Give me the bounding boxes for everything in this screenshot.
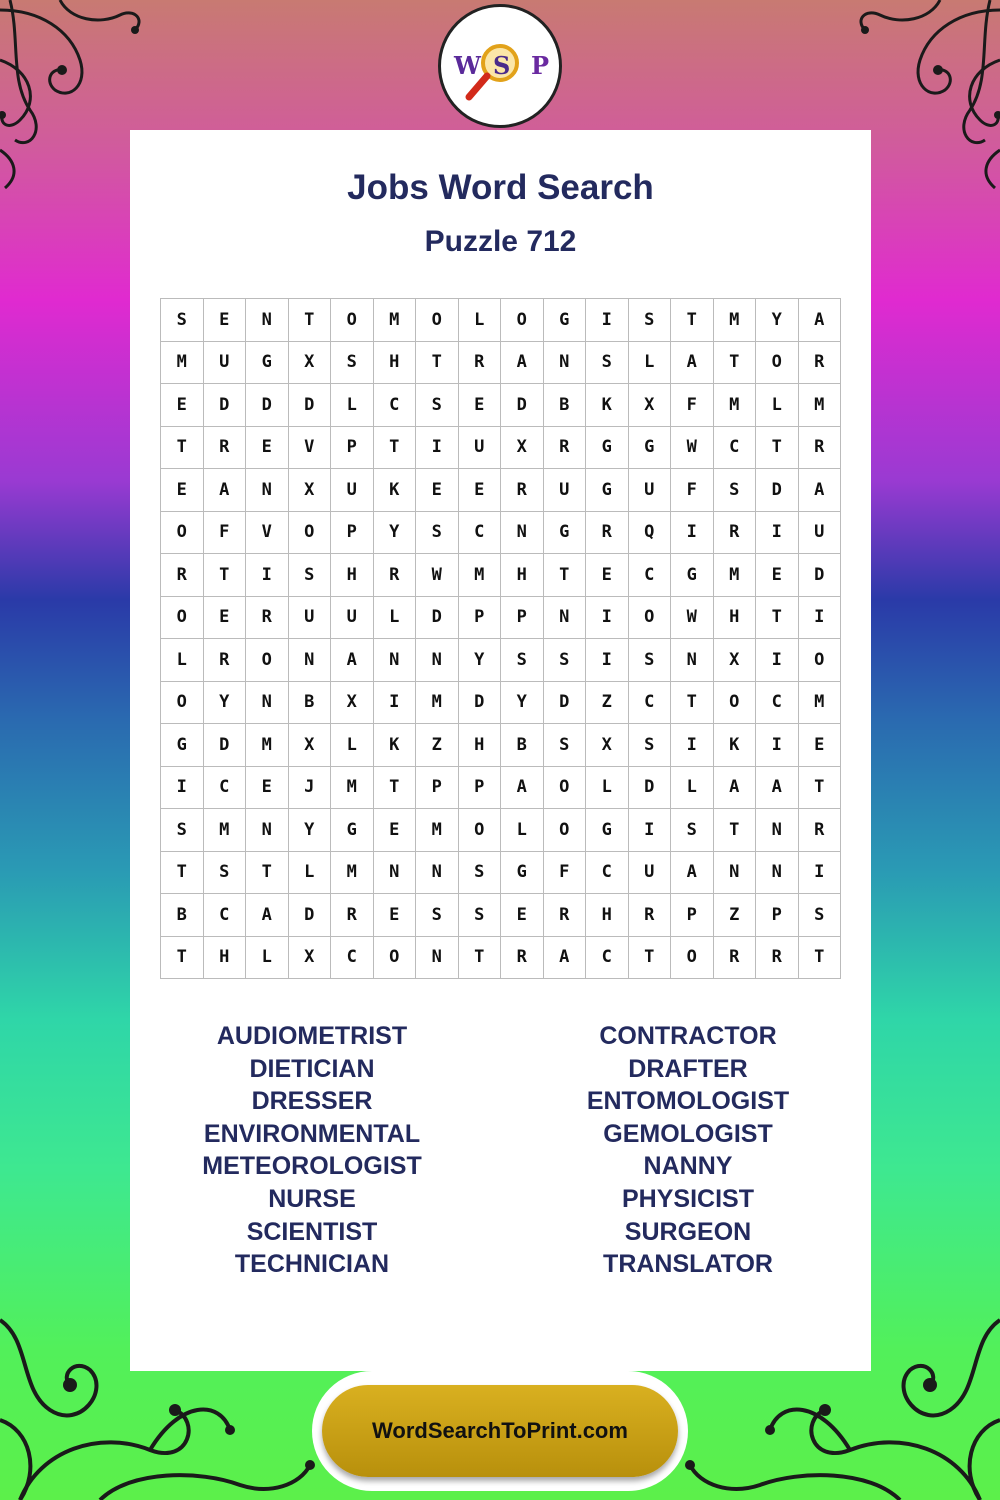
site-badge xyxy=(312,1371,688,1491)
word-list-item: DIETICIAN xyxy=(249,1054,375,1083)
grid-cell[interactable]: I xyxy=(246,554,289,597)
word-list-item: SCIENTIST xyxy=(246,1217,378,1246)
grid-cell[interactable]: C xyxy=(586,852,629,895)
grid-cell[interactable]: S xyxy=(544,724,587,767)
grid-cell[interactable]: H xyxy=(374,342,417,385)
grid-cell[interactable]: P xyxy=(331,512,374,555)
grid-cell[interactable]: X xyxy=(586,724,629,767)
grid-cell[interactable]: E xyxy=(799,724,842,767)
grid-cell[interactable]: C xyxy=(629,554,672,597)
grid-cell[interactable]: S xyxy=(161,299,204,342)
grid-cell[interactable]: E xyxy=(501,894,544,937)
grid-cell[interactable]: E xyxy=(374,894,417,937)
grid-cell[interactable]: E xyxy=(161,384,204,427)
word-list-item: TECHNICIAN xyxy=(234,1250,390,1279)
grid-cell[interactable]: R xyxy=(459,342,502,385)
grid-cell[interactable]: N xyxy=(756,809,799,852)
grid-cell[interactable]: X xyxy=(331,682,374,725)
grid-cell[interactable]: G xyxy=(671,554,714,597)
word-list-item: ENVIRONMENTAL xyxy=(203,1119,421,1148)
grid-cell[interactable]: O xyxy=(544,809,587,852)
grid-cell[interactable]: D xyxy=(501,384,544,427)
grid-cell[interactable]: E xyxy=(204,597,247,640)
grid-cell[interactable]: E xyxy=(586,554,629,597)
grid-cell[interactable]: T xyxy=(756,427,799,470)
grid-cell[interactable]: O xyxy=(161,682,204,725)
grid-cell[interactable]: S xyxy=(501,639,544,682)
grid-cell[interactable]: Z xyxy=(714,894,757,937)
grid-cell[interactable]: H xyxy=(204,937,247,980)
grid-cell[interactable]: T xyxy=(374,767,417,810)
grid-cell[interactable]: B xyxy=(544,384,587,427)
grid-cell[interactable]: F xyxy=(544,852,587,895)
grid-cell[interactable]: A xyxy=(246,894,289,937)
grid-cell[interactable]: R xyxy=(629,894,672,937)
grid-cell[interactable]: W xyxy=(671,597,714,640)
grid-cell[interactable]: T xyxy=(161,937,204,980)
grid-cell[interactable]: O xyxy=(756,342,799,385)
grid-cell[interactable]: X xyxy=(289,469,332,512)
grid-cell[interactable]: T xyxy=(629,937,672,980)
grid-cell[interactable]: E xyxy=(459,384,502,427)
grid-cell[interactable]: A xyxy=(331,639,374,682)
grid-cell[interactable]: D xyxy=(544,682,587,725)
grid-cell[interactable]: S xyxy=(799,894,842,937)
grid-cell[interactable]: A xyxy=(799,299,842,342)
logo-letter-w: W xyxy=(454,51,481,80)
grid-cell[interactable]: I xyxy=(629,809,672,852)
grid-cell[interactable]: I xyxy=(586,299,629,342)
grid-cell[interactable]: G xyxy=(331,809,374,852)
grid-cell[interactable]: R xyxy=(374,554,417,597)
word-list-item: GEMOLOGIST xyxy=(603,1119,773,1148)
grid-cell[interactable]: O xyxy=(501,299,544,342)
grid-cell[interactable]: T xyxy=(374,427,417,470)
grid-cell[interactable]: Y xyxy=(756,299,799,342)
grid-cell[interactable]: U xyxy=(629,852,672,895)
grid-cell[interactable]: F xyxy=(204,512,247,555)
grid-cell[interactable]: S xyxy=(416,384,459,427)
grid-cell[interactable]: T xyxy=(416,342,459,385)
grid-cell[interactable]: P xyxy=(501,597,544,640)
grid-cell[interactable]: S xyxy=(204,852,247,895)
word-list-left xyxy=(147,1020,477,1281)
grid-cell[interactable]: M xyxy=(246,724,289,767)
word-list-item: AUDIOMETRIST xyxy=(216,1022,408,1050)
grid-cell[interactable]: X xyxy=(501,427,544,470)
grid-cell[interactable]: S xyxy=(459,894,502,937)
grid-cell[interactable]: C xyxy=(714,427,757,470)
grid-cell[interactable]: M xyxy=(714,299,757,342)
grid-cell[interactable]: E xyxy=(756,554,799,597)
grid-cell[interactable]: S xyxy=(459,852,502,895)
grid-cell[interactable]: U xyxy=(544,469,587,512)
grid-cell[interactable]: X xyxy=(714,639,757,682)
grid-cell[interactable]: H xyxy=(714,597,757,640)
grid-cell[interactable]: L xyxy=(586,767,629,810)
grid-cell[interactable]: G xyxy=(544,512,587,555)
grid-cell[interactable]: N xyxy=(671,639,714,682)
word-list-item: DRESSER xyxy=(251,1087,373,1116)
grid-cell[interactable]: X xyxy=(289,342,332,385)
puzzle-number: Puzzle 712 xyxy=(424,225,577,258)
grid-cell[interactable]: M xyxy=(331,852,374,895)
grid-cell[interactable]: V xyxy=(246,512,289,555)
grid-cell[interactable]: T xyxy=(714,342,757,385)
grid-cell[interactable]: I xyxy=(161,767,204,810)
grid-cell[interactable]: S xyxy=(161,809,204,852)
grid-cell[interactable]: P xyxy=(331,427,374,470)
grid-cell[interactable]: I xyxy=(586,597,629,640)
grid-cell[interactable]: I xyxy=(756,724,799,767)
grid-cell[interactable]: N xyxy=(374,639,417,682)
grid-cell[interactable]: D xyxy=(204,724,247,767)
grid-cell[interactable]: R xyxy=(544,894,587,937)
grid-cell[interactable]: T xyxy=(756,597,799,640)
grid-cell[interactable]: U xyxy=(331,597,374,640)
grid-cell[interactable]: G xyxy=(544,299,587,342)
grid-cell[interactable]: R xyxy=(204,639,247,682)
word-list-item: NANNY xyxy=(643,1152,733,1181)
grid-cell[interactable]: I xyxy=(671,512,714,555)
grid-cell[interactable]: U xyxy=(459,427,502,470)
grid-cell[interactable]: P xyxy=(756,894,799,937)
grid-cell[interactable]: C xyxy=(204,767,247,810)
grid-cell[interactable]: K xyxy=(714,724,757,767)
grid-cell[interactable]: U xyxy=(799,512,842,555)
grid-cell[interactable]: A xyxy=(501,767,544,810)
grid-cell[interactable]: R xyxy=(246,597,289,640)
grid-cell[interactable]: X xyxy=(289,724,332,767)
grid-cell[interactable]: E xyxy=(374,809,417,852)
grid-cell[interactable]: Y xyxy=(204,682,247,725)
grid-cell[interactable]: D xyxy=(289,384,332,427)
grid-cell[interactable]: O xyxy=(246,639,289,682)
grid-cell[interactable]: O xyxy=(161,597,204,640)
grid-cell[interactable]: I xyxy=(799,597,842,640)
grid-cell[interactable]: M xyxy=(161,342,204,385)
grid-cell[interactable]: I xyxy=(374,682,417,725)
grid-cell[interactable]: N xyxy=(374,852,417,895)
grid-cell[interactable]: O xyxy=(671,937,714,980)
word-list-item: SURGEON xyxy=(624,1217,752,1246)
grid-cell[interactable]: D xyxy=(204,384,247,427)
grid-cell[interactable]: R xyxy=(501,937,544,980)
corner-ornament-top-left xyxy=(0,0,150,190)
grid-cell[interactable]: O xyxy=(799,639,842,682)
word-list-item: TRANSLATOR xyxy=(603,1250,773,1279)
grid-cell[interactable]: D xyxy=(459,682,502,725)
grid-cell[interactable]: T xyxy=(799,767,842,810)
grid-cell[interactable]: M xyxy=(714,384,757,427)
puzzle-title: Jobs Word Search xyxy=(347,168,654,207)
grid-cell[interactable]: R xyxy=(714,512,757,555)
grid-cell[interactable]: I xyxy=(671,724,714,767)
grid-cell[interactable]: O xyxy=(331,299,374,342)
grid-cell[interactable]: R xyxy=(544,427,587,470)
grid-cell[interactable]: N xyxy=(246,299,289,342)
grid-cell[interactable]: S xyxy=(331,342,374,385)
grid-cell[interactable]: G xyxy=(586,809,629,852)
grid-cell[interactable]: C xyxy=(756,682,799,725)
grid-cell[interactable]: C xyxy=(586,937,629,980)
grid-cell[interactable]: R xyxy=(799,342,842,385)
word-list-right xyxy=(523,1020,853,1281)
grid-cell[interactable]: W xyxy=(416,554,459,597)
grid-cell[interactable]: T xyxy=(714,809,757,852)
wsp-logo[interactable] xyxy=(438,4,562,128)
grid-cell[interactable]: U xyxy=(629,469,672,512)
grid-cell[interactable]: I xyxy=(756,639,799,682)
grid-cell[interactable]: A xyxy=(714,767,757,810)
grid-cell[interactable]: D xyxy=(289,894,332,937)
grid-cell[interactable]: T xyxy=(671,299,714,342)
word-list-item: PHYSICIST xyxy=(622,1184,754,1213)
grid-cell[interactable]: N xyxy=(246,469,289,512)
grid-cell[interactable]: M xyxy=(416,809,459,852)
grid-cell[interactable]: I xyxy=(799,852,842,895)
grid-cell[interactable]: E xyxy=(246,767,289,810)
grid-cell[interactable]: Z xyxy=(416,724,459,767)
grid-cell[interactable]: L xyxy=(289,852,332,895)
word-list-item: METEOROLOGIST xyxy=(202,1152,422,1181)
grid-cell[interactable]: H xyxy=(501,554,544,597)
grid-cell[interactable]: F xyxy=(671,469,714,512)
grid-cell[interactable]: R xyxy=(586,512,629,555)
grid-cell[interactable]: N xyxy=(416,639,459,682)
grid-cell[interactable]: V xyxy=(289,427,332,470)
puzzle-card xyxy=(130,130,871,1371)
grid-cell[interactable]: N xyxy=(714,852,757,895)
grid-cell[interactable]: G xyxy=(161,724,204,767)
grid-cell[interactable]: O xyxy=(629,597,672,640)
grid-cell[interactable]: Y xyxy=(459,639,502,682)
grid-cell[interactable]: S xyxy=(629,724,672,767)
grid-cell[interactable]: N xyxy=(544,597,587,640)
grid-cell[interactable]: O xyxy=(714,682,757,725)
grid-cell[interactable]: T xyxy=(459,937,502,980)
grid-cell[interactable]: Q xyxy=(629,512,672,555)
grid-cell[interactable]: N xyxy=(246,682,289,725)
grid-cell[interactable]: R xyxy=(501,469,544,512)
grid-cell[interactable]: S xyxy=(586,342,629,385)
grid-cell[interactable]: P xyxy=(459,597,502,640)
grid-cell[interactable]: A xyxy=(671,342,714,385)
grid-cell[interactable]: E xyxy=(459,469,502,512)
word-list-item: CONTRACTOR xyxy=(599,1022,777,1050)
website-link-button[interactable]: WordSearchToPrint.com xyxy=(322,1385,678,1477)
grid-cell[interactable]: H xyxy=(586,894,629,937)
word-list-item: NURSE xyxy=(268,1184,356,1213)
letter-grid xyxy=(160,298,841,979)
grid-cell[interactable]: S xyxy=(416,894,459,937)
grid-cell[interactable]: S xyxy=(289,554,332,597)
grid-cell[interactable]: U xyxy=(204,342,247,385)
grid-cell[interactable]: G xyxy=(586,427,629,470)
grid-cell[interactable]: S xyxy=(416,512,459,555)
grid-cell[interactable]: L xyxy=(629,342,672,385)
grid-cell[interactable]: S xyxy=(671,809,714,852)
grid-cell[interactable]: M xyxy=(714,554,757,597)
grid-cell[interactable]: L xyxy=(756,384,799,427)
grid-cell[interactable]: L xyxy=(501,809,544,852)
grid-cell[interactable]: P xyxy=(459,767,502,810)
word-list-item: DRAFTER xyxy=(628,1054,748,1083)
grid-cell[interactable]: B xyxy=(289,682,332,725)
grid-cell[interactable]: O xyxy=(459,809,502,852)
grid-cell[interactable]: H xyxy=(459,724,502,767)
grid-cell[interactable]: I xyxy=(756,512,799,555)
grid-cell[interactable]: P xyxy=(671,894,714,937)
grid-cell[interactable]: K xyxy=(374,469,417,512)
grid-cell[interactable]: R xyxy=(161,554,204,597)
grid-cell[interactable]: U xyxy=(331,469,374,512)
grid-cell[interactable]: U xyxy=(289,597,332,640)
grid-cell[interactable]: K xyxy=(374,724,417,767)
grid-cell[interactable]: J xyxy=(289,767,332,810)
grid-cell[interactable]: L xyxy=(331,384,374,427)
grid-cell[interactable]: G xyxy=(246,342,289,385)
grid-cell[interactable]: Y xyxy=(374,512,417,555)
grid-cell[interactable]: X xyxy=(629,384,672,427)
grid-cell[interactable]: G xyxy=(629,427,672,470)
grid-cell[interactable]: N xyxy=(416,937,459,980)
grid-cell[interactable]: L xyxy=(331,724,374,767)
grid-cell[interactable]: L xyxy=(246,937,289,980)
corner-ornament-top-right xyxy=(850,0,1000,190)
grid-cell[interactable]: L xyxy=(374,597,417,640)
grid-cell[interactable]: M xyxy=(459,554,502,597)
grid-cell[interactable]: O xyxy=(544,767,587,810)
grid-cell[interactable]: T xyxy=(289,299,332,342)
grid-cell[interactable]: A xyxy=(544,937,587,980)
grid-cell[interactable]: C xyxy=(459,512,502,555)
grid-cell[interactable]: N xyxy=(246,809,289,852)
grid-cell[interactable]: B xyxy=(501,724,544,767)
grid-cell[interactable]: G xyxy=(586,469,629,512)
grid-cell[interactable]: R xyxy=(756,937,799,980)
grid-cell[interactable]: C xyxy=(331,937,374,980)
grid-cell[interactable]: I xyxy=(416,427,459,470)
grid-cell[interactable]: T xyxy=(204,554,247,597)
grid-cell[interactable]: D xyxy=(246,384,289,427)
grid-cell[interactable]: I xyxy=(586,639,629,682)
grid-cell[interactable]: N xyxy=(501,512,544,555)
grid-cell[interactable]: T xyxy=(544,554,587,597)
grid-cell[interactable]: M xyxy=(374,299,417,342)
grid-cell[interactable]: S xyxy=(544,639,587,682)
grid-cell[interactable]: C xyxy=(374,384,417,427)
grid-cell[interactable]: R xyxy=(714,937,757,980)
grid-cell[interactable]: W xyxy=(671,427,714,470)
grid-cell[interactable]: R xyxy=(331,894,374,937)
grid-cell[interactable]: K xyxy=(586,384,629,427)
grid-cell[interactable]: D xyxy=(416,597,459,640)
grid-cell[interactable]: T xyxy=(246,852,289,895)
grid-cell[interactable]: D xyxy=(756,469,799,512)
grid-cell[interactable]: N xyxy=(544,342,587,385)
grid-cell[interactable]: L xyxy=(161,639,204,682)
grid-cell[interactable]: A xyxy=(204,469,247,512)
grid-cell[interactable]: A xyxy=(799,469,842,512)
grid-cell[interactable]: T xyxy=(799,937,842,980)
grid-cell[interactable]: E xyxy=(161,469,204,512)
grid-cell[interactable]: M xyxy=(204,809,247,852)
grid-cell[interactable]: N xyxy=(756,852,799,895)
grid-cell[interactable]: A xyxy=(756,767,799,810)
grid-cell[interactable]: R xyxy=(799,809,842,852)
grid-cell[interactable]: E xyxy=(246,427,289,470)
grid-cell[interactable]: D xyxy=(799,554,842,597)
grid-cell[interactable]: T xyxy=(161,852,204,895)
grid-cell[interactable]: Y xyxy=(501,682,544,725)
grid-cell[interactable]: S xyxy=(629,639,672,682)
grid-cell[interactable]: S xyxy=(714,469,757,512)
grid-cell[interactable]: A xyxy=(501,342,544,385)
grid-cell[interactable]: G xyxy=(501,852,544,895)
grid-cell[interactable]: C xyxy=(204,894,247,937)
grid-cell[interactable]: C xyxy=(629,682,672,725)
grid-cell[interactable]: O xyxy=(374,937,417,980)
grid-cell[interactable]: X xyxy=(289,937,332,980)
grid-cell[interactable]: Z xyxy=(586,682,629,725)
grid-cell[interactable]: T xyxy=(671,682,714,725)
grid-cell[interactable]: M xyxy=(799,384,842,427)
grid-cell[interactable]: O xyxy=(289,512,332,555)
logo-letter-p: P xyxy=(531,51,550,80)
grid-cell[interactable]: A xyxy=(671,852,714,895)
grid-cell[interactable]: F xyxy=(671,384,714,427)
grid-cell[interactable]: R xyxy=(799,427,842,470)
grid-cell[interactable]: R xyxy=(204,427,247,470)
grid-cell[interactable]: L xyxy=(671,767,714,810)
grid-cell[interactable]: N xyxy=(416,852,459,895)
logo-letter-s: S xyxy=(493,51,511,80)
grid-cell[interactable]: H xyxy=(331,554,374,597)
grid-cell[interactable]: L xyxy=(459,299,502,342)
grid-cell[interactable]: M xyxy=(331,767,374,810)
grid-cell[interactable]: M xyxy=(416,682,459,725)
grid-cell[interactable]: S xyxy=(629,299,672,342)
grid-cell[interactable]: T xyxy=(161,427,204,470)
word-list-item: ENTOMOLOGIST xyxy=(586,1087,790,1116)
grid-cell[interactable]: E xyxy=(416,469,459,512)
grid-cell[interactable]: O xyxy=(416,299,459,342)
grid-cell[interactable]: O xyxy=(161,512,204,555)
grid-cell[interactable]: N xyxy=(289,639,332,682)
grid-cell[interactable]: E xyxy=(204,299,247,342)
grid-cell[interactable]: P xyxy=(416,767,459,810)
grid-cell[interactable]: D xyxy=(629,767,672,810)
grid-cell[interactable]: Y xyxy=(289,809,332,852)
grid-cell[interactable]: M xyxy=(799,682,842,725)
grid-cell[interactable]: B xyxy=(161,894,204,937)
